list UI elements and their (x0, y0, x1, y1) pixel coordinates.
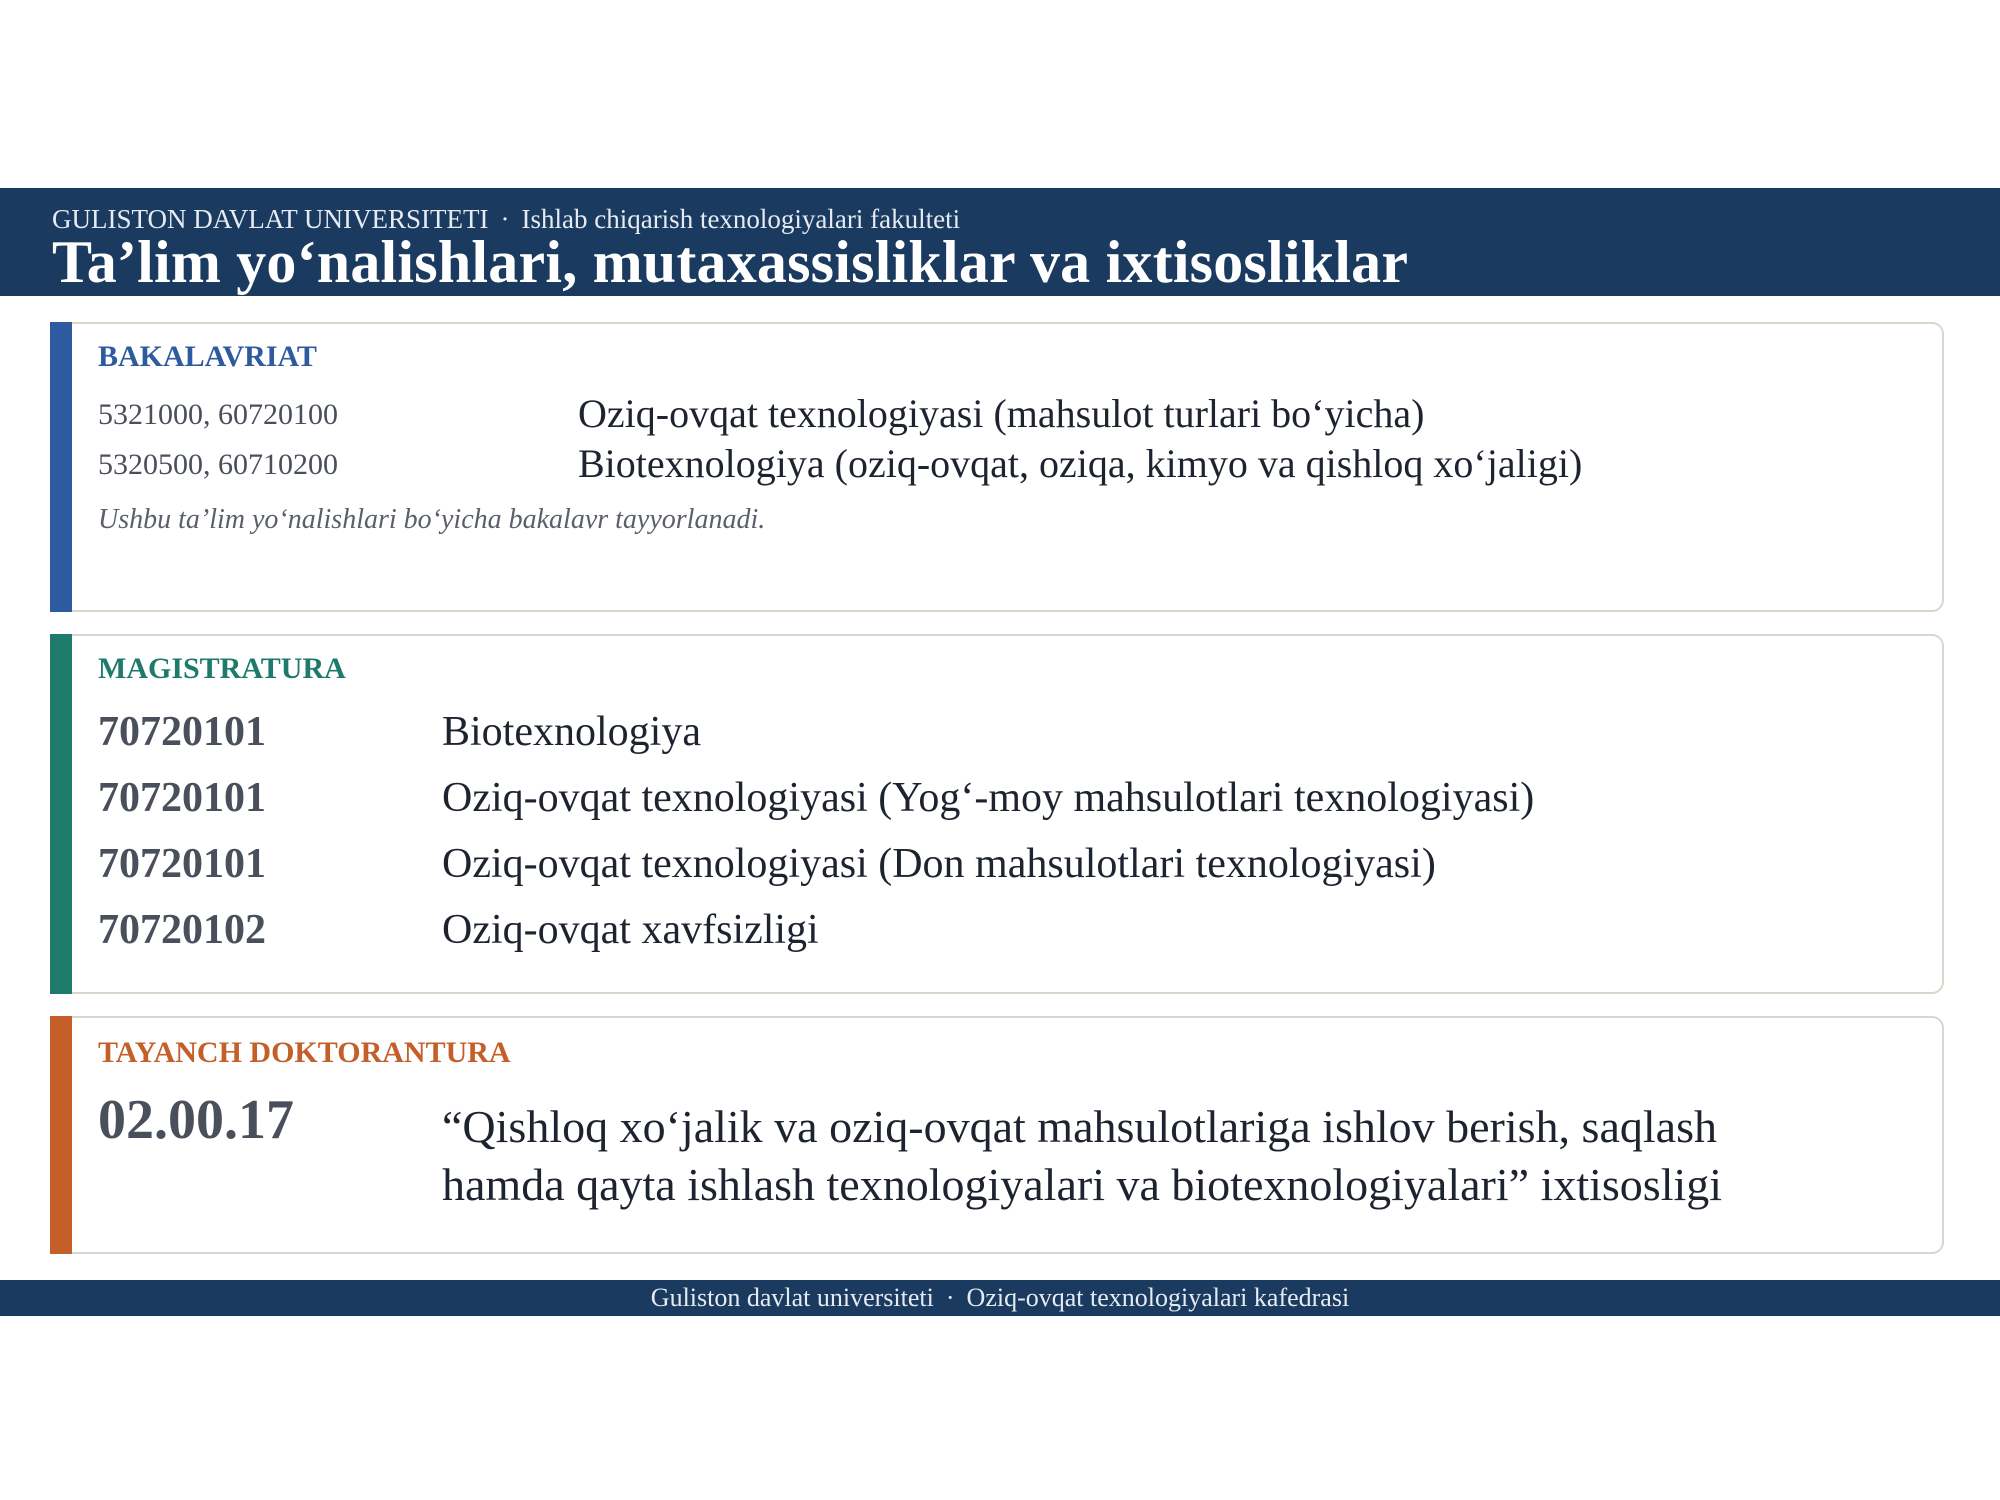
program-code: 70720102 (98, 907, 266, 953)
footer-bar (0, 1280, 2000, 1316)
doktorantura-accent-bar (50, 1016, 72, 1254)
faculty-name: Ishlab chiqarish texnologiyalari fakulteti (521, 204, 961, 234)
page-title: Ta’lim yo‘nalishlari, mutaxassisliklar va ixtisosliklar (52, 229, 1409, 295)
header-banner (0, 188, 2000, 296)
program-name: Oziq-ovqat texnologiyasi (Yog‘-moy mahsulotlari texnologiyasi) (442, 775, 1535, 821)
doktorantura-heading: TAYANCH DOKTORANTURA (98, 1036, 511, 1069)
program-name: Oziq-ovqat texnologiyasi (Don mahsulotlari texnologiyasi) (442, 841, 1436, 887)
bakalavriat-note: Ushbu ta’lim yo‘nalishlari bo‘yicha bakalavr tayyorlanadi. (98, 504, 766, 535)
specialty-name (442, 1098, 1722, 1214)
header-separator: · (500, 204, 510, 234)
magistratura-heading: MAGISTRATURA (98, 652, 346, 685)
program-name: Biotexnologiya (oziq-ovqat, oziqa, kimyo va qishloq xo‘jaligi) (578, 441, 1583, 486)
program-name: Oziq-ovqat texnologiyasi (mahsulot turlari bo‘yicha) (578, 391, 1425, 436)
university-name: GULISTON DAVLAT UNIVERSITETI (52, 204, 489, 234)
footer-department: Oziq-ovqat texnologiyalari kafedrasi (966, 1283, 1350, 1312)
specialty-name-line1: “Qishloq xo‘jalik va oziq-ovqat mahsulotlariga ishlov berish, saqlash (442, 1101, 1717, 1152)
bakalavriat-heading: BAKALAVRIAT (98, 340, 317, 373)
program-code: 5321000, 60720100 (98, 398, 338, 431)
bakalavriat-accent-bar (50, 322, 72, 612)
program-name: Biotexnologiya (442, 709, 701, 755)
specialty-name-line2: hamda qayta ishlash texnologiyalari va biotexnologiyalari” ixtisosligi (442, 1159, 1723, 1210)
bakalavriat-card (50, 322, 1944, 612)
magistratura-card (50, 634, 1944, 994)
specialty-code: 02.00.17 (98, 1089, 294, 1151)
magistratura-accent-bar (50, 634, 72, 994)
doktorantura-card (50, 1016, 1944, 1254)
program-code: 5320500, 60710200 (98, 448, 338, 481)
footer-separator: · (945, 1283, 955, 1312)
program-code: 70720101 (98, 841, 266, 887)
footer-university: Guliston davlat universiteti (650, 1283, 934, 1312)
program-code: 70720101 (98, 709, 266, 755)
program-code: 70720101 (98, 775, 266, 821)
program-name: Oziq-ovqat xavfsizligi (442, 907, 819, 953)
